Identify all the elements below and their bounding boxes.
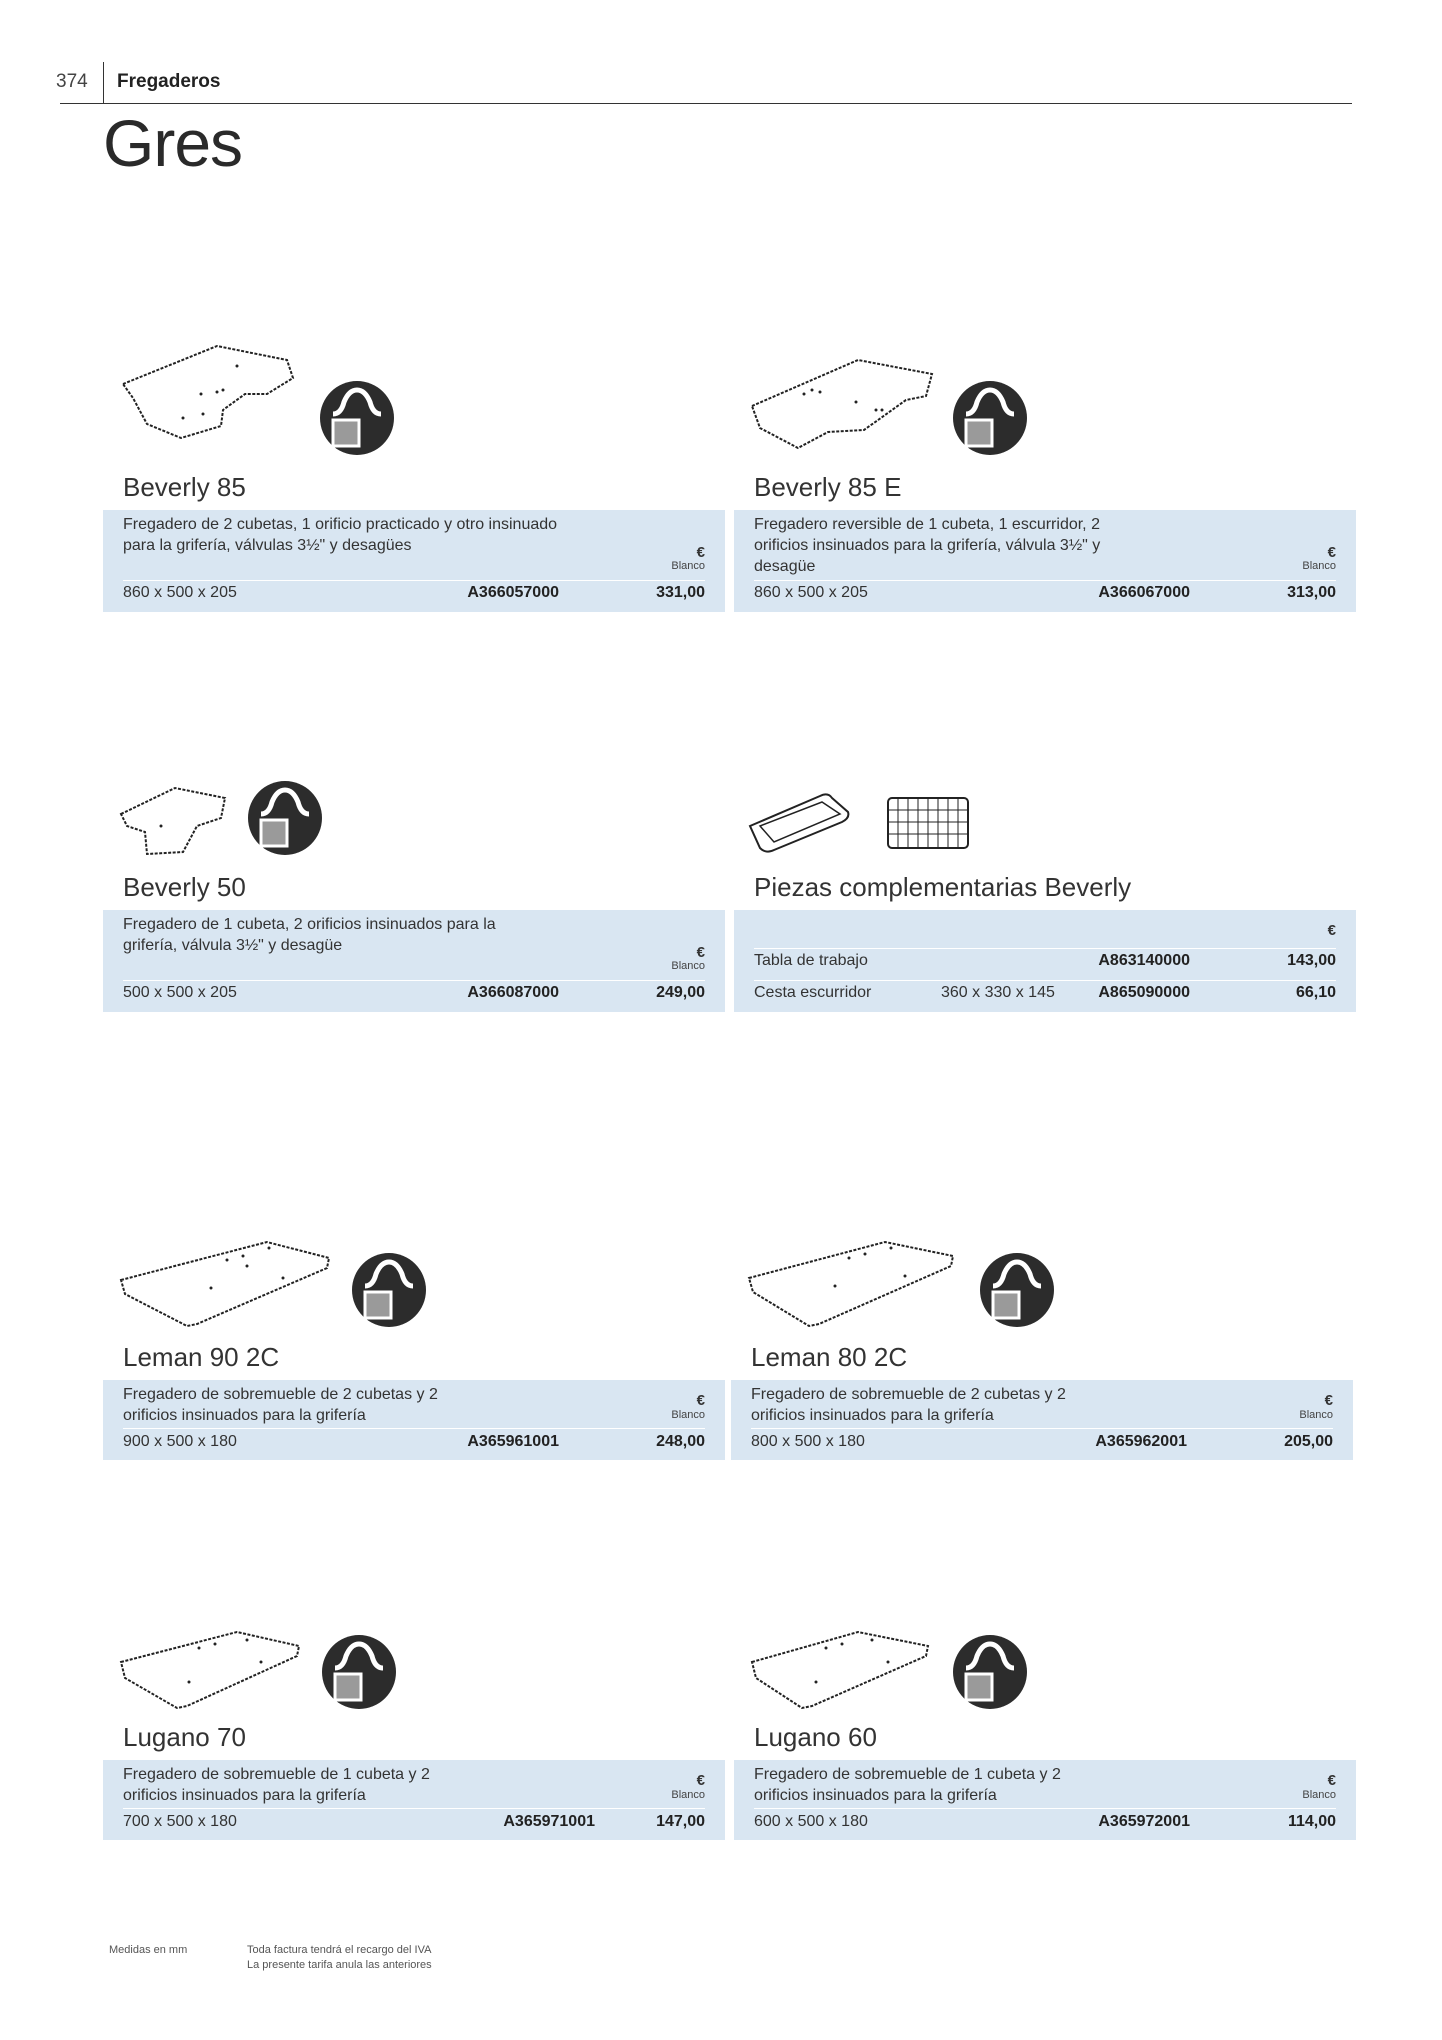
footer-tax-note: Toda factura tendrá el recargo del IVA [247, 1944, 432, 1956]
product-card-leman-80-2c [731, 1224, 1353, 1460]
dimensions: 700 x 500 x 180 [123, 1813, 237, 1830]
reference-code: A365962001 [1095, 1433, 1187, 1450]
reference-code: A863140000 [1098, 952, 1190, 969]
sink-illustration [117, 338, 307, 448]
row-separator [123, 580, 705, 581]
product-name: Piezas complementarias Beverly [754, 872, 1132, 902]
price: 248,00 [656, 1433, 705, 1450]
sink-type-icon [952, 380, 1028, 461]
accessory-label: Cesta escurridor [754, 984, 872, 1001]
product-info-box [734, 1760, 1356, 1840]
footer-units: Medidas en mm [109, 1944, 188, 1956]
product-row [123, 1433, 705, 1455]
product-name: Leman 80 2C [751, 1342, 908, 1372]
product-name: Lugano 70 [123, 1722, 246, 1752]
sink-illustration [117, 1232, 337, 1332]
product-card-accessories [734, 772, 1356, 1012]
product-row [123, 984, 705, 1006]
product-card-leman-90-2c [103, 1224, 725, 1460]
reference-code: A865090000 [1098, 984, 1190, 1001]
product-row [754, 584, 1336, 606]
currency-label: € [1327, 1772, 1336, 1789]
price: 205,00 [1284, 1433, 1333, 1450]
sink-illustration [117, 1624, 307, 1714]
sink-illustration [745, 1232, 965, 1332]
row-separator [123, 1808, 705, 1809]
sink-illustration [117, 780, 237, 860]
product-info-box [103, 910, 725, 1012]
currency-label: € [1324, 1392, 1333, 1409]
dimensions: 360 x 330 x 145 [941, 984, 1055, 1001]
price: 313,00 [1287, 584, 1336, 601]
footer-tariff-note: La presente tarifa anula las anteriores [247, 1959, 432, 1971]
dimensions: 860 x 500 x 205 [754, 584, 868, 601]
reference-code: A365971001 [503, 1813, 595, 1830]
basket-illustration [884, 790, 974, 859]
product-info-box [731, 1380, 1353, 1460]
row-separator [751, 1428, 1333, 1429]
product-card-beverly-50 [103, 772, 725, 1012]
price: 143,00 [1287, 952, 1336, 969]
reference-code: A365972001 [1098, 1813, 1190, 1830]
header-divider [103, 62, 104, 104]
page-title: Gres [103, 106, 243, 180]
product-info-box [734, 910, 1356, 1012]
accessory-row [754, 984, 1336, 1006]
product-name: Beverly 85 [123, 472, 246, 502]
sink-type-icon [321, 1634, 397, 1715]
dimensions: 500 x 500 x 205 [123, 984, 237, 1001]
product-description: Fregadero de sobremueble de 2 cubetas y 2 orificios insinuados para la grifería [751, 1386, 1066, 1424]
reference-code: A366087000 [467, 984, 559, 1001]
sink-type-icon [979, 1252, 1055, 1333]
product-name: Lugano 60 [754, 1722, 877, 1752]
sink-illustration [748, 1624, 938, 1714]
finish-label: Blanco [671, 960, 705, 972]
tray-illustration [744, 786, 854, 856]
product-card-lugano-60 [734, 1604, 1356, 1840]
product-row [754, 1813, 1336, 1835]
product-description: Fregadero de sobremueble de 1 cubeta y 2 orificios insinuados para la grifería [754, 1766, 1061, 1804]
currency-label: € [696, 944, 705, 961]
finish-label: Blanco [671, 1409, 705, 1421]
dimensions: 800 x 500 x 180 [751, 1433, 865, 1450]
price: 249,00 [656, 984, 705, 1001]
price: 66,10 [1295, 984, 1336, 1001]
price: 331,00 [656, 584, 705, 601]
dimensions: 900 x 500 x 180 [123, 1433, 237, 1450]
product-description: Fregadero de 1 cubeta, 2 orificios insinuados para la grifería, válvula 3½" y desagüe [123, 916, 496, 954]
reference-code: A365961001 [467, 1433, 559, 1450]
row-separator [123, 1428, 705, 1429]
product-info-box [103, 1760, 725, 1840]
product-name: Beverly 85 E [754, 472, 902, 502]
dimensions: 600 x 500 x 180 [754, 1813, 868, 1830]
header-rule [60, 103, 1352, 104]
product-info-box [103, 510, 725, 612]
product-name: Leman 90 2C [123, 1342, 280, 1372]
dimensions: 860 x 500 x 205 [123, 584, 237, 601]
product-card-lugano-70 [103, 1604, 725, 1840]
product-info-box [103, 1380, 725, 1460]
sink-illustration [748, 344, 938, 454]
row-separator [754, 980, 1336, 981]
product-description: Fregadero reversible de 1 cubeta, 1 escurridor, 2 orificios insinuados para la grifería, válvula 3½" y desagüe [754, 516, 1101, 575]
finish-label: Blanco [1299, 1409, 1333, 1421]
product-description: Fregadero de sobremueble de 2 cubetas y 2 orificios insinuados para la grifería [123, 1386, 438, 1424]
sink-type-icon [319, 380, 395, 461]
sink-type-icon [247, 780, 323, 861]
currency-label: € [696, 1392, 705, 1409]
page-number: 374 [56, 71, 88, 92]
product-row [751, 1433, 1333, 1455]
product-card-beverly-85-e [734, 330, 1356, 612]
footer-notes [247, 1943, 432, 1973]
finish-label: Blanco [1302, 1789, 1336, 1801]
finish-label: Blanco [671, 1789, 705, 1801]
accessory-row [754, 952, 1336, 974]
price: 147,00 [656, 1813, 705, 1830]
product-card-beverly-85 [103, 330, 725, 612]
currency-label: € [696, 1772, 705, 1789]
finish-label: Blanco [671, 560, 705, 572]
finish-label: Blanco [1302, 560, 1336, 572]
currency-label: € [1327, 922, 1336, 939]
sink-type-icon [351, 1252, 427, 1333]
product-row [123, 584, 705, 606]
price: 114,00 [1287, 1813, 1336, 1830]
reference-code: A366067000 [1098, 584, 1190, 601]
currency-label: € [1327, 544, 1336, 561]
reference-code: A366057000 [467, 584, 559, 601]
sink-type-icon [952, 1634, 1028, 1715]
section-title: Fregaderos [117, 71, 221, 92]
row-separator [754, 580, 1336, 581]
row-separator [754, 1808, 1336, 1809]
product-description: Fregadero de sobremueble de 1 cubeta y 2 orificios insinuados para la grifería [123, 1766, 430, 1804]
product-info-box [734, 510, 1356, 612]
product-row [123, 1813, 705, 1835]
currency-label: € [696, 544, 705, 561]
row-separator [754, 948, 1336, 949]
accessory-label: Tabla de trabajo [754, 952, 868, 969]
row-separator [123, 980, 705, 981]
product-name: Beverly 50 [123, 872, 246, 902]
product-description: Fregadero de 2 cubetas, 1 orificio practicado y otro insinuado para la grifería, válvulas 3½" y desagües [123, 516, 558, 554]
